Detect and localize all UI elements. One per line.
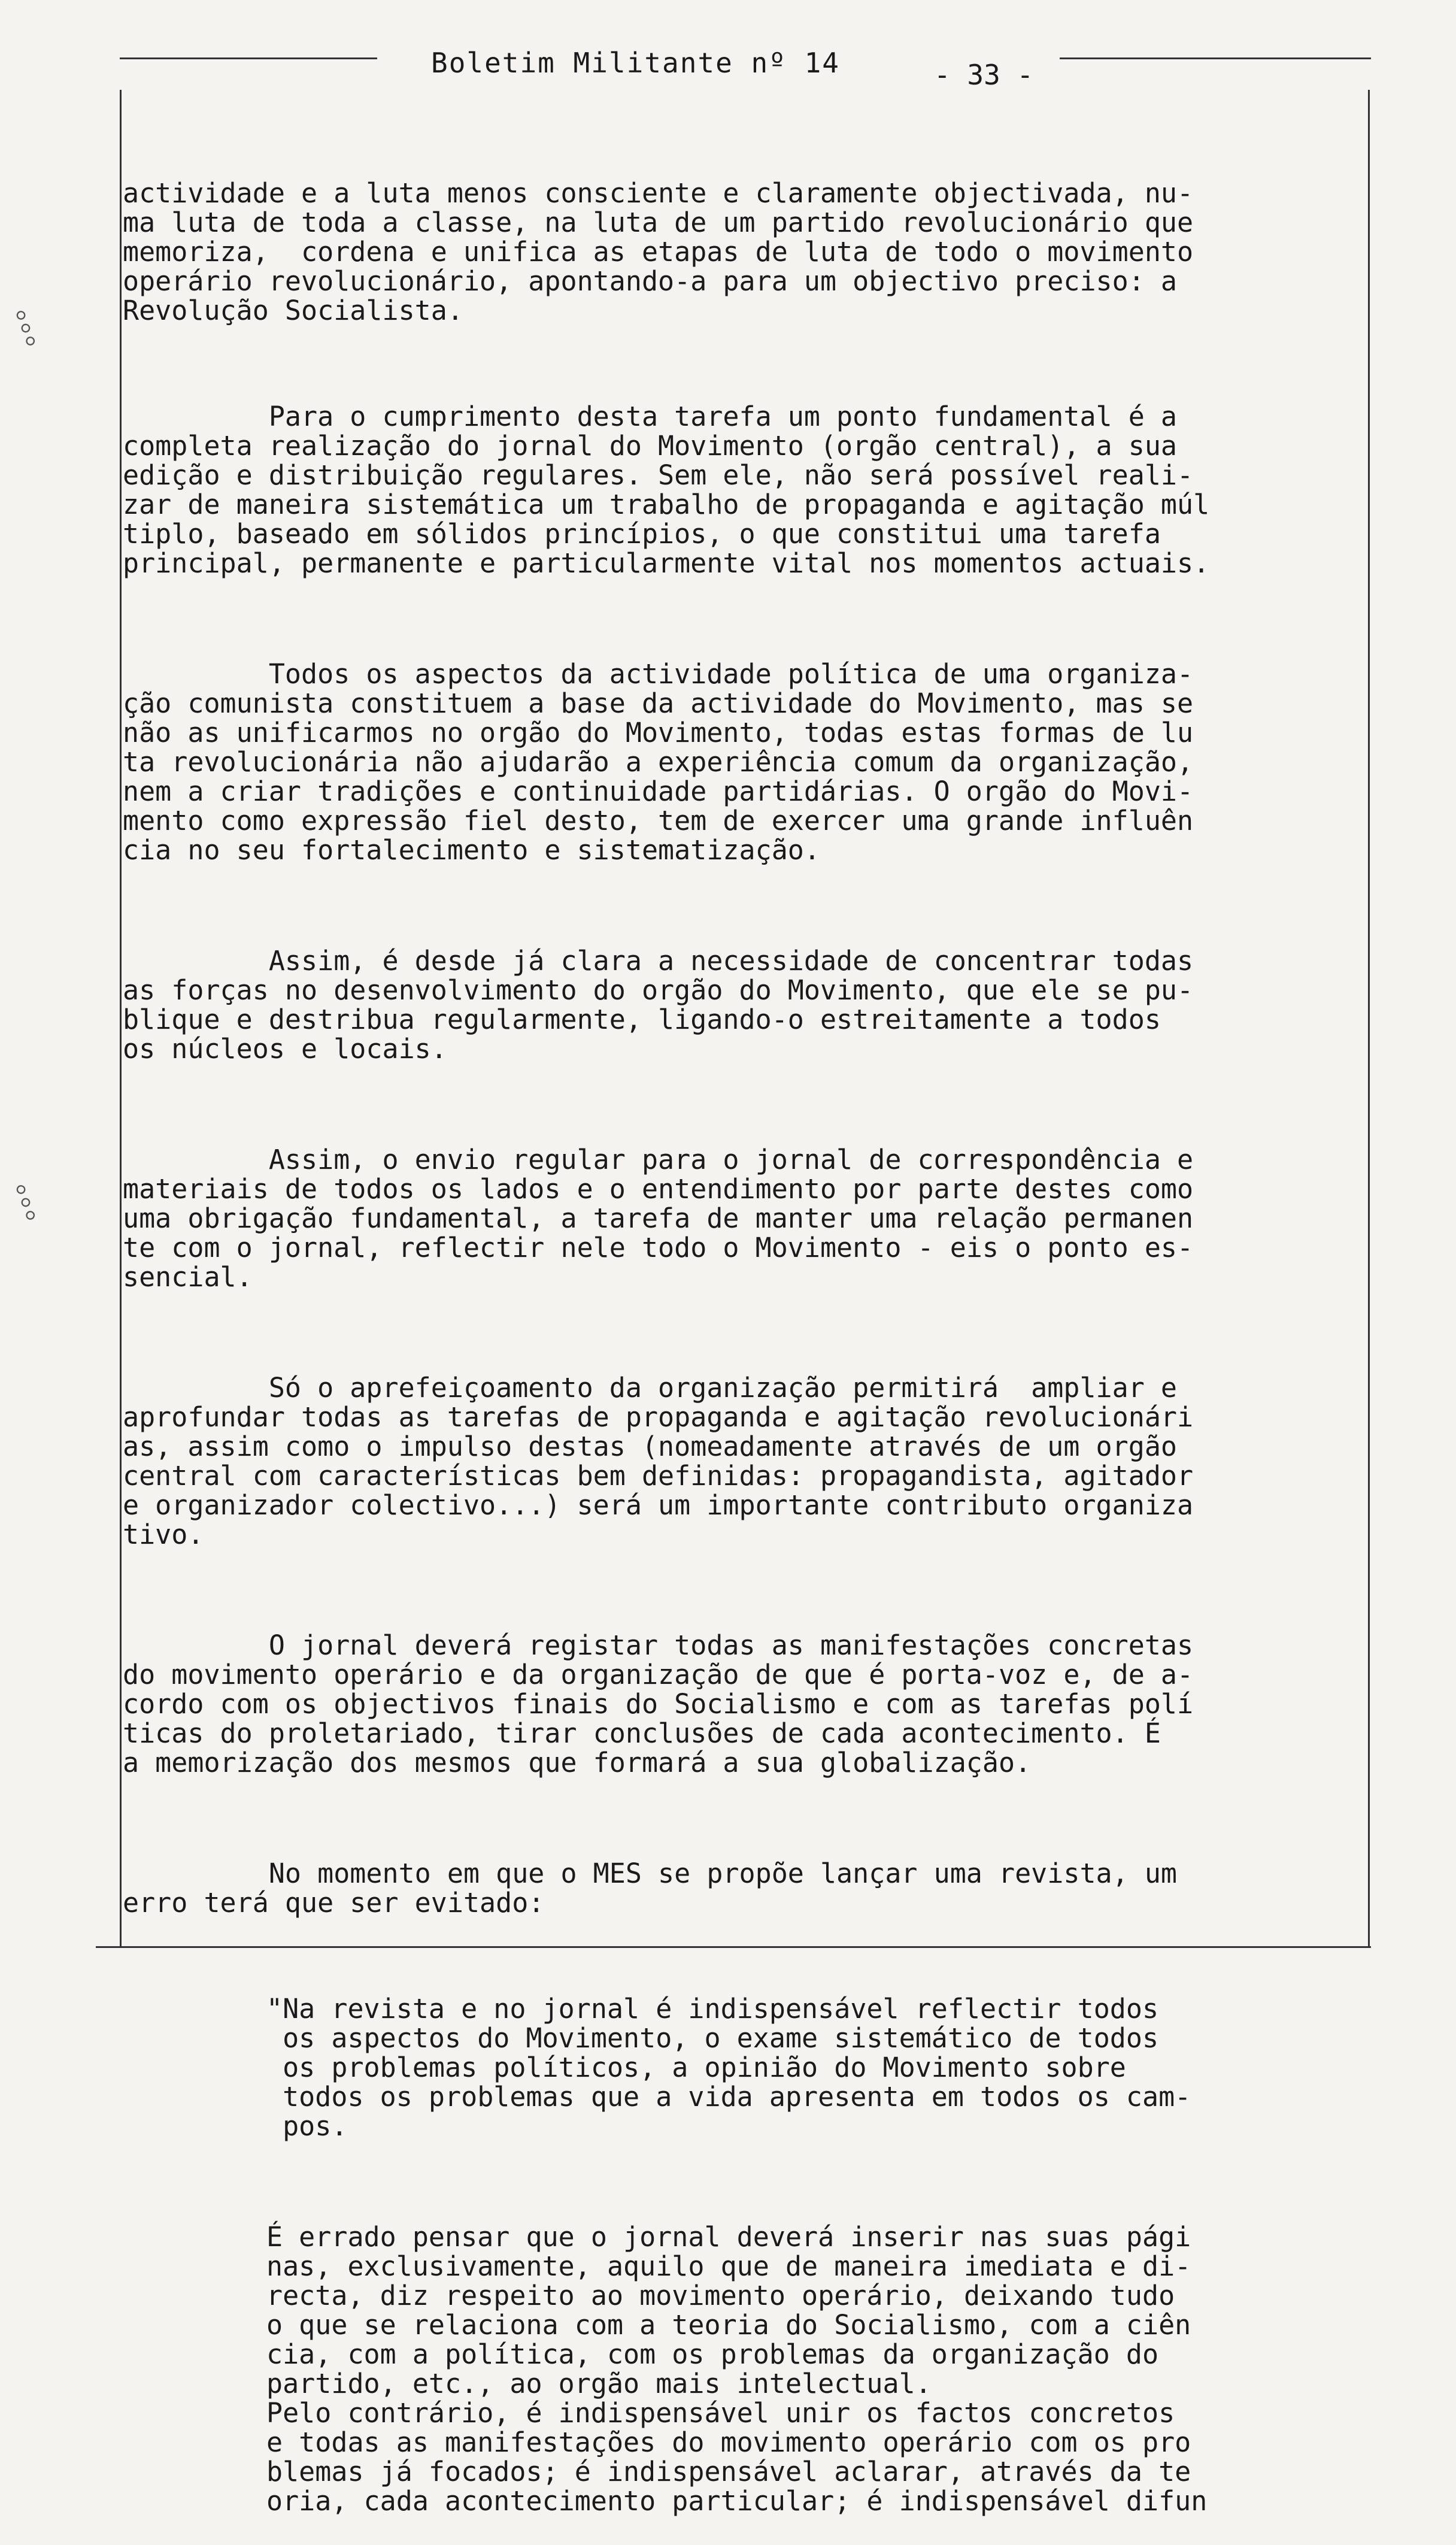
paragraph-1: actividade e a luta menos consciente e claramente objectivada, nu- ma luta de toda a classe, na luta de um partido revolucionário que memoriza, cordena e unifica as etapas de luta de todo o movimento operário revolucionário, apontando-a para um objectivo preciso: a Revolução Socialista.: [123, 177, 1194, 326]
paragraph-5: Assim, o envio regular para o jornal de correspondência e materiais de todos os lados e o entendimento por parte destes como uma obrigação fundamental, a tarefa de manter uma relação permanen te com o jornal, reflectir nele todo o Movimento - eis o ponto es- sencial.: [123, 1144, 1194, 1293]
paragraph-2: Para o cumprimento desta tarefa um ponto fundamental é a completa realização do jornal do Movimento (orgão central), a sua edição e distribuição regulares. Sem ele, não será possível reali- zar de maneira sistemática um trabalho de propaganda e agitação múl tiplo, baseado em sólidos princípios, o que constitui uma tarefa principal, permanente e particularmente vital nos momentos actuais.: [123, 401, 1210, 579]
paragraph-4: Assim, é desde já clara a necessidade de concentrar todas as forças no desenvolvimento do orgão do Movimento, que ele se pu- blique e destribua regularmente, ligando-o estreitamente a todos os núcleos e locais.: [123, 945, 1194, 1065]
frame-right-border: [1368, 90, 1370, 1946]
frame-left-border: [120, 90, 122, 1946]
paragraph-3: Todos os aspectos da actividade política de uma organiza- ção comunista constituem a base da actividade do Movimento, mas se não as unificarmos no orgão do Movimento, todas estas formas de lu ta revolucionária não ajudarão a experiência comum da organização, nem a criar tradições e continuidade partidárias. O orgão do Movi- mento como expressão fiel desto, tem de exercer uma grande influên cia no seu fortalecimento e sistematização.: [123, 658, 1194, 866]
page-number: - 33 -: [934, 59, 1034, 91]
margin-stamp-mark: ⸰⸰⸰: [5, 304, 46, 353]
quote-continuation: É errado pensar que o jornal deverá inserir nas suas pági nas, exclusivamente, aquilo que de maneira imediata e di- recta, diz respeito ao movimento operário, deixando tudo o que se relaciona com a teoria do Socialismo, com a ciên cia, com a política, com os problemas da organização do partido, etc., ao orgão mais intelectual. Pelo contrário, é indispensável unir os factos concretos e todas as manifestações do movimento operário com os pro blemas já focados; é indispensável aclarar, através da te oria, cada acontecimento particular; é indispensável difun: [266, 2221, 1208, 2517]
paragraph-6: Só o aprefeiçoamento da organização permitirá ampliar e aprofundar todas as tarefas de propaganda e agitação revolucionári as, assim como o impulso destas (nomeadamente através de um orgão central com características bem definidas: propagandista, agitador e organizador colectivo...) será um importante contributo organiza tivo.: [123, 1372, 1194, 1550]
document-body: [123, 120, 1365, 2545]
header-rule-left: [120, 57, 377, 59]
paragraph-8: No momento em que o MES se propõe lançar uma revista, um erro terá que ser evitado:: [123, 1858, 1177, 1919]
margin-stamp-mark: ⸰⸰⸰: [5, 1178, 46, 1227]
block-quote: "Na revista e no jornal é indispensável reflectir todos os aspectos do Movimento, o exame sistemático de todos os problemas políticos, a opinião do Movimento sobre todos os problemas que a vida apresenta em todos os cam- pos.: [266, 1993, 1191, 2142]
paragraph-7: O jornal deverá registar todas as manifestações concretas do movimento operário e da organização de que é porta-voz e, de a- cordo com os objectivos finais do Socialismo e com as tarefas polí ticas do proletariado, tirar conclusões de cada acontecimento. É a memorização dos mesmos que formará a sua globalização.: [123, 1629, 1194, 1779]
header-rule-right: [1060, 57, 1371, 59]
page-header-title: Boletim Militante nº 14: [431, 47, 840, 79]
